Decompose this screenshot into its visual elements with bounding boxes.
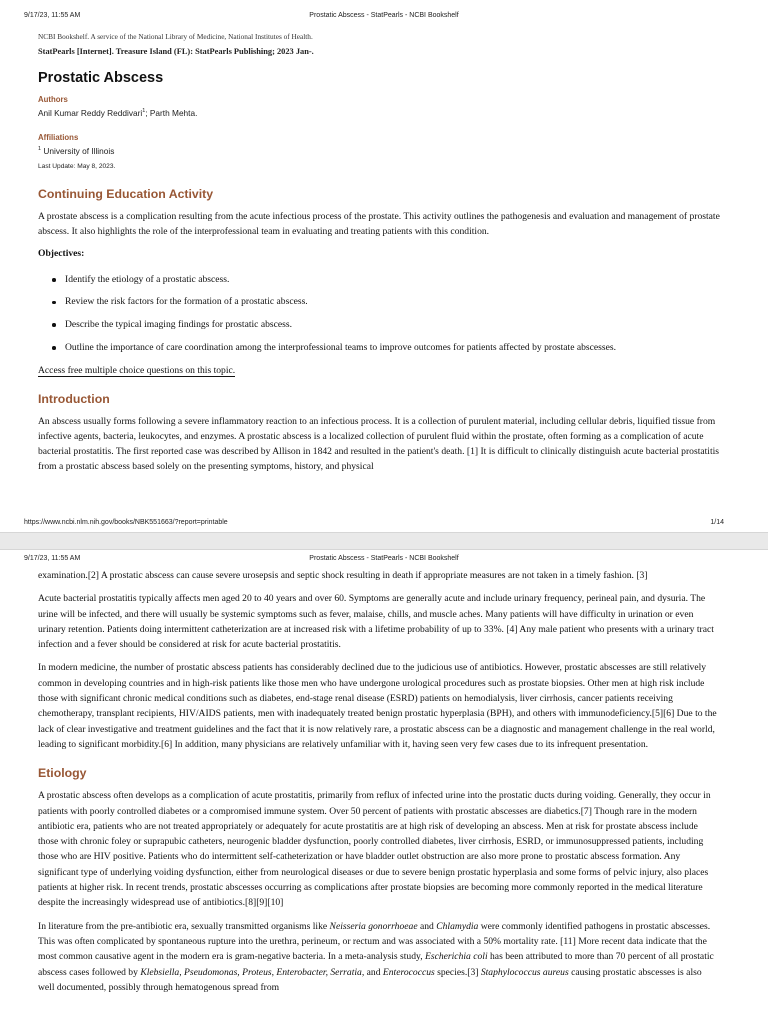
print-footer <box>24 519 744 529</box>
section-heading-introduction: Introduction <box>38 391 110 406</box>
affiliation-sup: 1 <box>38 146 42 153</box>
author-link-2[interactable]: ; Parth Mehta. <box>145 108 198 118</box>
page-2-content <box>38 568 720 995</box>
access-questions-link-text[interactable]: Access free multiple choice questions on this topic. <box>38 365 236 377</box>
print-page-number: 1/14 <box>710 519 724 526</box>
objective-text: Describe the typical imaging findings for prostatic abscess. <box>65 319 292 331</box>
objectives-list <box>52 273 720 355</box>
bullet-icon <box>52 346 56 350</box>
section-heading-etiology: Etiology <box>38 766 87 781</box>
print-title: Prostatic Abscess - StatPearls - NCBI Bookshelf <box>309 12 459 19</box>
print-header-page-2 <box>24 555 744 565</box>
bullet-icon <box>52 278 56 282</box>
objective-item <box>52 295 720 309</box>
objective-item <box>52 318 720 332</box>
affiliation-text: University of Illinois <box>41 146 115 156</box>
objective-text: Identify the etiology of a prostatic abscess. <box>65 273 230 285</box>
section-heading-ce-activity: Continuing Education Activity <box>38 187 214 201</box>
print-datetime: 9/17/23, 11:55 AM <box>24 12 81 19</box>
page-break <box>0 532 768 550</box>
access-questions-link[interactable] <box>38 363 720 378</box>
bullet-icon <box>52 323 56 327</box>
ncbi-bookshelf-line: NCBI Bookshelf. A service of the National Library of Medicine, National Institutes of Health. <box>38 32 313 41</box>
page-title: Prostatic Abscess <box>38 70 164 86</box>
objective-text: Review the risk factors for the formation of a prostatic abscess. <box>65 296 308 308</box>
etiology-paragraph-2: In literature from the pre-antibiotic era, sexually transmitted organisms like Neisseria gonorrhoeae and Chlamydia were commonly identified pathogens in prostatic abscesses. This was often complicated by spontaneous rupture into the urethra, perineum, or rectum and was associated with a 50% mortality rate. [11] More recent data indicate that the most common causative agent in the modern era is gram-negative bacteria. In a meta-analysis study, Escherichia coli has been attributed to more than 70 percent of all prostatic abscess cases followed by Klebsiella, Pseudomonas, Proteus, Enterobacter, Serratia, and Enterococcus species.[3] Staphylococcus aureus causing prostatic abscesses is also well documented, possibly through hematogenous spread from <box>38 920 714 993</box>
objectives-label: Objectives: <box>38 247 85 259</box>
ce-paragraph: A prostate abscess is a complication resulting from the acute infectious process of the prostate. This activity outlines the pathogenesis and evaluation and management of prostate abscess. It also highlights the role of the interprofessional team in evaluating and treating patients with this condition. <box>38 211 720 238</box>
print-url: https://www.ncbi.nlm.nih.gov/books/NBK551663/?report=printable <box>24 519 228 526</box>
last-update: Last Update: May 8, 2023. <box>38 163 116 170</box>
page-1-content <box>38 32 720 475</box>
print-header <box>24 12 744 22</box>
authors-label: Authors <box>38 95 68 104</box>
bullet-icon <box>52 301 56 305</box>
etiology-paragraph-1: A prostatic abscess often develops as a complication of acute prostatitis, primarily from reflux of infected urine into the prostatic ducts during voiding. Generally, they occur in patients with poorly controlled diabetes or a compromised immune system. Over 50 percent of patients with prostatic abscesses are diabetics.[7] Though rare in the modern antibiotic era, patients who are not treated appropriately or adequately for acute prostatitis are at high risk of developing an abscess. Men at risk for prostate abscess include those with chronic foley or suprapubic catheters, neurogenic bladder dysfunction, poorly controlled diabetes, liver cirrhosis, ESRD, or immunosuppressed patients, including those who are HIV positive. Patients who do intermittent self-catheterization or have bladder outlet obstruction are also more prone to prostatic abscess formation. Any significant type of underlying voiding dysfunction, either from neurological diseases or due to severe benign prostatic hyperplasia and some forms of pelvic injury, also places patients at higher risk. In recent trends, prostatic abscesses occurring as complications after prostate biopsies are becoming more commonly reported in the medical literature despite the increasingly widespread use of antibiotics.[8][9][10] <box>38 790 711 909</box>
objective-item <box>52 273 720 287</box>
intro-paragraph-2: Acute bacterial prostatitis typically affects men aged 20 to 40 years and over 60. Symptoms are generally acute and include urinary frequency, perineal pain, and dysuria. The urine will be infected, and there will usually be systemic symptoms such as fever, malaise, chills, and muscle aches. Many patients will have difficulty in urination or even urinary retention. Patients doing intermittent catheterization are at increased risk with a lifetime probability of up to 33%. [4] Any male patient who presents with a urinary tract infection and a fever should be considered at risk for acute bacterial prostatitis. <box>38 593 714 651</box>
author-affiliation-sup: 1 <box>142 108 146 115</box>
print-datetime: 9/17/23, 11:55 AM <box>24 555 81 562</box>
objective-item <box>52 341 720 355</box>
intro-paragraph-3: In modern medicine, the number of prostatic abscess patients has considerably declined due to the judicious use of antibiotics. However, prostatic abscesses are still relatively common in developing countries and in high-risk patients like those men who have undergone urological procedures such as prostate biopsies. Other men at high risk include those with significant chronic medical conditions such as diabetes, end-stage renal disease (ESRD) patients on hemodialysis, liver cirrhosis, cancer patients receiving chemotherapy, transplant recipients, HIV/AIDS patients, men with inadequately treated benign prostatic hyperplasia (BPH), and others with immunodeficiency.[5][6] Due to the lack of clear investigative and treatment guidelines and the fact that it is now relatively rare, a prostatic abscess can be a diagnostic and management challenge in the real world, leading to significant morbidity.[6] In addition, many physicians are relatively unfamiliar with it, having seen very few cases due to its infrequent presentation. <box>38 662 717 750</box>
objective-text: Outline the importance of care coordination among the interprofessional teams to improve outcomes for patients affected by prostate abscesses. <box>65 341 617 353</box>
affiliations-label: Affiliations <box>38 133 79 142</box>
authors-line <box>38 108 720 119</box>
affiliation-line <box>38 146 720 157</box>
intro-paragraph-1-cont: examination.[2] A prostatic abscess can cause severe urosepsis and septic shock resulting in death if appropriate measures are not taken in a timely fashion. [3] <box>38 570 648 581</box>
intro-paragraph-1: An abscess usually forms following a severe inflammatory reaction to an infectious process. It is a collection of purulent material, including cellular debris, liquified tissue from infective agents, bacteria, leukocytes, and enzymes. A prostatic abscess is a localized collection of purulent fluid within the prostate, often forming as a complication of acute bacterial prostatitis. The first reported case was described by Allison in 1842 and resulted in the patient's death. [1] It is difficult to clinically distinguish acute bacterial prostatitis from a prostatic abscess based solely on the presenting symptoms, history, and physical <box>38 415 720 473</box>
statpearls-citation: StatPearls [Internet]. Treasure Island (FL): StatPearls Publishing; 2023 Jan-. <box>38 47 314 56</box>
author-link[interactable]: Anil Kumar Reddy Reddivari <box>38 108 143 118</box>
print-title: Prostatic Abscess - StatPearls - NCBI Bookshelf <box>309 555 459 562</box>
